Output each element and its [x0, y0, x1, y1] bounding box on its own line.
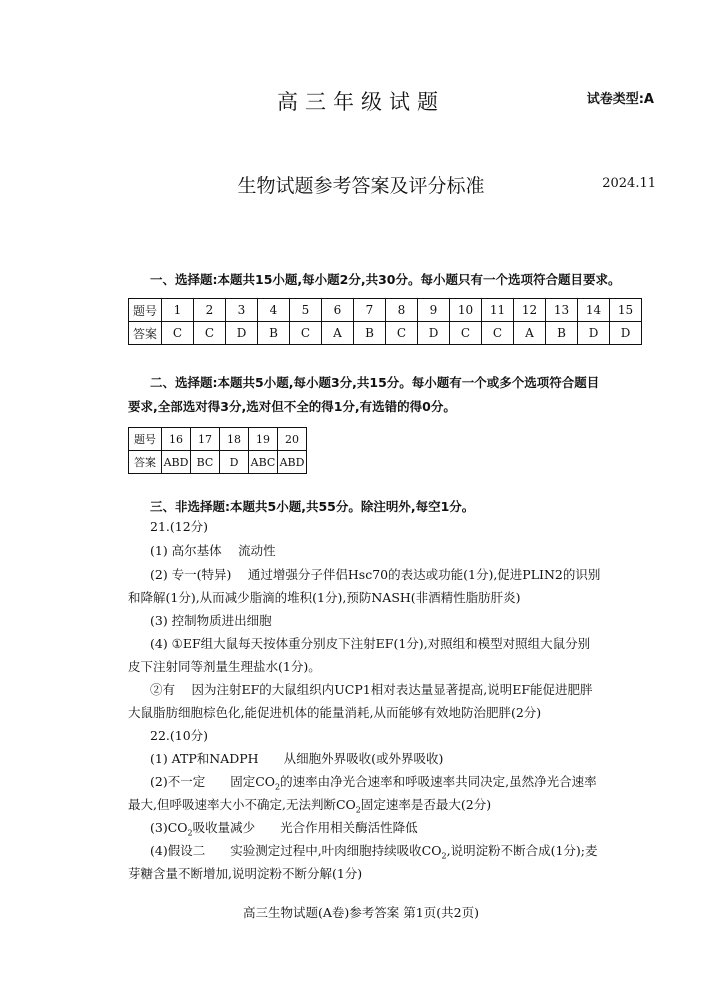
date: 2024.11: [602, 176, 656, 191]
q-number: 4: [258, 299, 290, 322]
q-number: 17: [191, 428, 220, 451]
q-number: 3: [226, 299, 258, 322]
answer-cell: C: [290, 322, 322, 345]
main-title: 生物试题参考答案及评分标准: [237, 175, 485, 197]
text: 最大,但呼吸速率大小不确定,无法判断CO: [128, 797, 356, 812]
page-footer: 高三生物试题(A卷)参考答案 第1页(共2页): [243, 905, 479, 920]
answer-cell: C: [450, 322, 482, 345]
paper-type: 试卷类型:A: [586, 92, 654, 107]
answer-cell: C: [482, 322, 514, 345]
q-number: 15: [610, 299, 642, 322]
row-label: 题号: [129, 428, 162, 451]
q21-answer-4-line1: (4) ①EF组大鼠每天按体重分别皮下注射EF(1分),对照组和模型对照组大鼠分别: [150, 636, 591, 651]
answer-cell: B: [546, 322, 578, 345]
row-label: 答案: [129, 451, 162, 474]
subscript: 2: [355, 805, 361, 815]
answer-cell: A: [322, 322, 354, 345]
text: (2)不一定 固定CO: [150, 774, 276, 789]
text: 吸收量减少 光合作用相关酶活性降低: [192, 820, 418, 835]
section2-heading-line2: 要求,全部选对得3分,选对但不全的得1分,有选错的得0分。: [128, 399, 456, 414]
answer-cell: C: [386, 322, 418, 345]
grade-title: 高三年级试题: [277, 90, 445, 114]
q-number: 12: [514, 299, 546, 322]
section1-heading: 一、选择题:本题共15小题,每小题2分,共30分。每小题只有一个选项符合题目要求。: [150, 272, 621, 287]
q-number: 10: [450, 299, 482, 322]
q-number: 9: [418, 299, 450, 322]
q-number: 1: [162, 299, 194, 322]
answer-cell: D: [610, 322, 642, 345]
row-label: 答案: [129, 322, 162, 345]
text: ,说明淀粉不断合成(1分);麦: [446, 843, 598, 858]
text: (3)CO: [150, 820, 188, 835]
answer-cell: ABD: [278, 451, 307, 474]
q-number: 20: [278, 428, 307, 451]
subscript: 2: [187, 828, 193, 838]
section2-heading-line1: 二、选择题:本题共5小题,每小题3分,共15分。每小题有一个或多个选项符合题目: [150, 375, 600, 390]
answer-cell: D: [578, 322, 610, 345]
answer-cell: ABD: [162, 451, 191, 474]
section2-answer-row: [129, 451, 307, 474]
q21-answer-4-line3: ②有 因为注射EF的大鼠组织内UCP1相对表达量显著提高,说明EF能促进肥胖: [150, 682, 593, 697]
answer-cell: B: [354, 322, 386, 345]
q-number: 2: [194, 299, 226, 322]
q-number: 19: [249, 428, 278, 451]
q-number: 11: [482, 299, 514, 322]
q22-answer-4-line2: 芽糖含量不断增加,说明淀粉不断分解(1分): [128, 866, 363, 881]
q-number: 7: [354, 299, 386, 322]
q22-title: 22.(10分): [150, 728, 209, 743]
section2-number-row: [129, 428, 307, 451]
q21-answer-4-line2: 皮下注射同等剂量生理盐水(1分)。: [128, 659, 321, 674]
q22-answer-1: (1) ATP和NADPH 从细胞外界吸收(或外界吸收): [150, 751, 444, 766]
answer-cell: B: [258, 322, 290, 345]
q-number: 16: [162, 428, 191, 451]
q-number: 18: [220, 428, 249, 451]
text: (4)假设二 实验测定过程中,叶肉细胞持续吸收CO: [150, 843, 442, 858]
q21-answer-3: (3) 控制物质进出细胞: [150, 613, 272, 628]
section3-heading: 三、非选择题:本题共5小题,共55分。除注明外,每空1分。: [150, 499, 475, 514]
section1-table: [128, 298, 642, 345]
answer-cell: D: [418, 322, 450, 345]
q-number: 5: [290, 299, 322, 322]
section1-answer-row: [129, 322, 642, 345]
q21-answer-2-line1: (2) 专一(特异) 通过增强分子伴侣Hsc70的表达或功能(1分),促进PLIN2的识别: [150, 567, 601, 582]
q21-answer-2-line2: 和降解(1分),从而减少脂滴的堆积(1分),预防NASH(非酒精性脂肪肝炎): [128, 590, 521, 605]
q-number: 6: [322, 299, 354, 322]
answer-cell: A: [514, 322, 546, 345]
text: 固定速率是否最大(2分): [360, 797, 492, 812]
q21-answer-1: (1) 高尔基体 流动性: [150, 543, 276, 558]
section1-number-row: [129, 299, 642, 322]
subscript: 2: [275, 782, 281, 792]
q-number: 14: [578, 299, 610, 322]
answer-cell: D: [220, 451, 249, 474]
answer-cell: C: [162, 322, 194, 345]
answer-cell: D: [226, 322, 258, 345]
q21-answer-4-line4: 大鼠脂肪细胞棕色化,能促进机体的能量消耗,从而能够有效地防治肥胖(2分): [128, 705, 542, 720]
subscript: 2: [441, 851, 447, 861]
answer-cell: C: [194, 322, 226, 345]
q-number: 13: [546, 299, 578, 322]
text: 的速率由净光合速率和呼吸速率共同决定,虽然净光合速率: [280, 774, 597, 789]
section2-table: [128, 427, 307, 474]
answer-cell: ABC: [249, 451, 278, 474]
row-label: 题号: [129, 299, 162, 322]
q21-title: 21.(12分): [150, 519, 209, 534]
answer-cell: BC: [191, 451, 220, 474]
q-number: 8: [386, 299, 418, 322]
